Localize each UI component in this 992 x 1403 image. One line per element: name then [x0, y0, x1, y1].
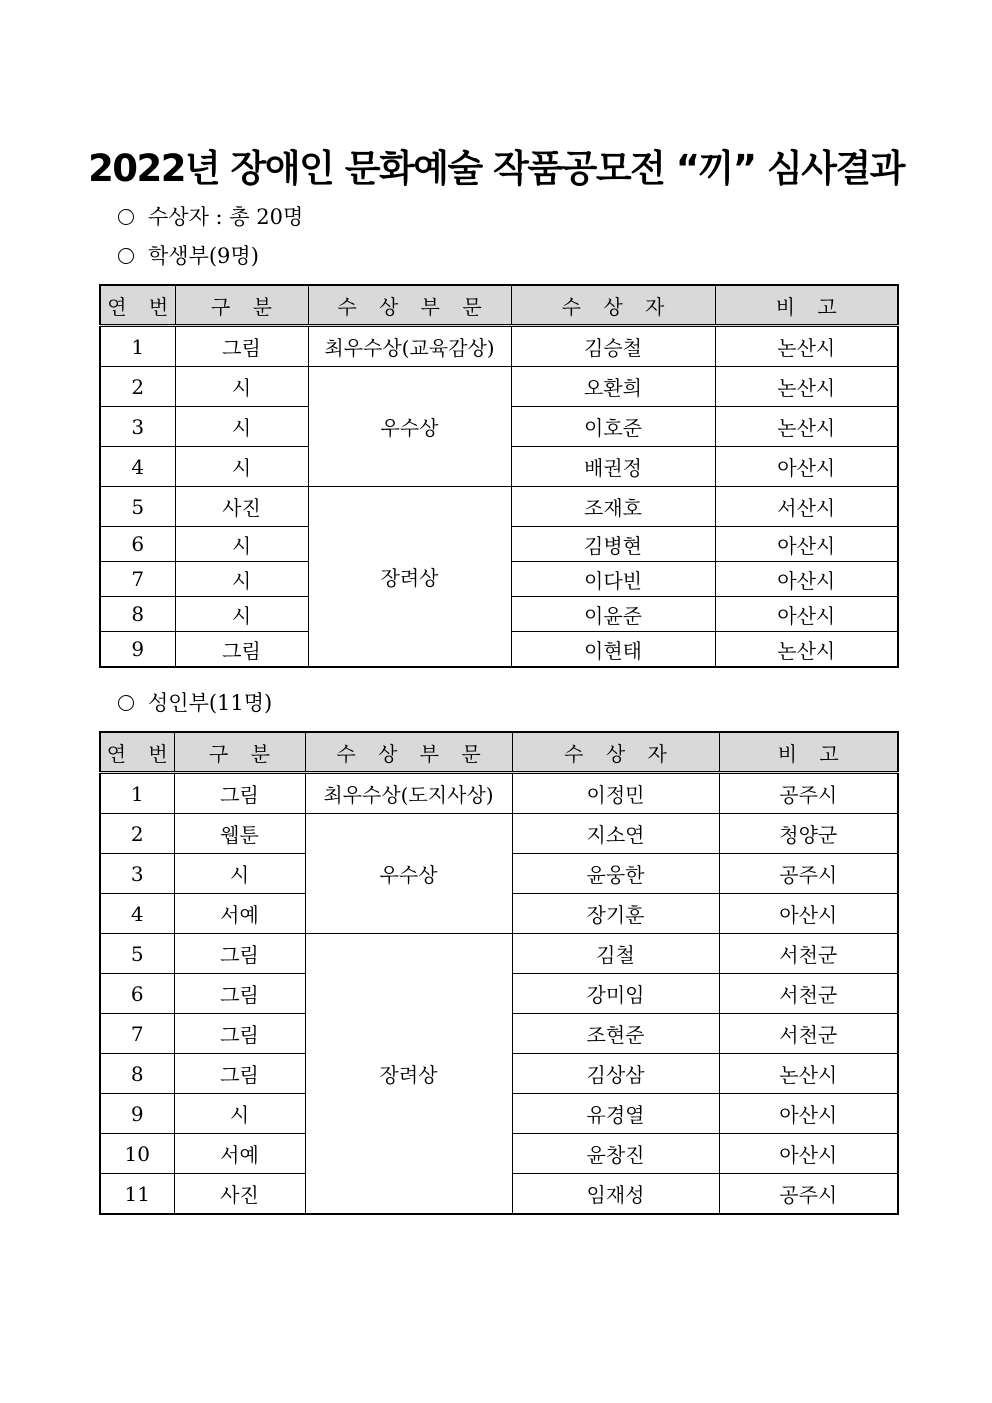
cell-no: 6: [100, 527, 175, 562]
cell-winner: 이정민: [512, 773, 719, 814]
cell-winner: 오환희: [511, 367, 715, 407]
cell-no: 3: [100, 407, 175, 447]
page-title: 2022년 장애인 문화예술 작품공모전 “끼” 심사결과: [88, 147, 904, 190]
cell-winner: 김철: [512, 934, 719, 974]
cell-winner: 조재호: [511, 487, 715, 527]
cell-note: 아산시: [715, 597, 898, 632]
cell-category: 사진: [174, 1174, 305, 1215]
cell-category: 서예: [174, 1134, 305, 1174]
cell-no: 9: [100, 1094, 174, 1134]
cell-category: 시: [175, 597, 308, 632]
header-category: 구 분: [174, 732, 305, 773]
cell-note: 논산시: [715, 632, 898, 668]
cell-winner: 장기훈: [512, 894, 719, 934]
cell-category: 시: [175, 527, 308, 562]
cell-winner: 김병현: [511, 527, 715, 562]
cell-no: 5: [100, 487, 175, 527]
cell-category: 그림: [175, 632, 308, 668]
cell-no: 1: [100, 773, 174, 814]
cell-no: 4: [100, 447, 175, 487]
cell-category: 시: [175, 367, 308, 407]
cell-note: 서산시: [715, 487, 898, 527]
cell-note: 서천군: [719, 1014, 898, 1054]
adult-section-heading: [118, 689, 272, 717]
cell-category: 시: [175, 407, 308, 447]
cell-winner: 조현준: [512, 1014, 719, 1054]
adult-section-label: 성인부(11명): [148, 691, 273, 715]
header-winner: 수 상 자: [512, 732, 719, 773]
header-note: 비 고: [719, 732, 898, 773]
cell-no: 5: [100, 934, 174, 974]
header-winner: 수 상 자: [511, 285, 715, 326]
cell-award: 최우수상(도지사상): [305, 773, 512, 814]
table-row: [100, 814, 898, 854]
cell-winner: 강미임: [512, 974, 719, 1014]
cell-winner: 윤웅한: [512, 854, 719, 894]
circle-bullet-icon: [118, 248, 134, 264]
cell-winner: 김승철: [511, 326, 715, 367]
cell-winner: 배권정: [511, 447, 715, 487]
table-header-row: [100, 732, 898, 773]
cell-award: 장려상: [305, 934, 512, 1215]
cell-winner: 임재성: [512, 1174, 719, 1215]
cell-no: 8: [100, 597, 175, 632]
cell-winner: 이현태: [511, 632, 715, 668]
table-row: [100, 773, 898, 814]
cell-note: 아산시: [719, 1094, 898, 1134]
cell-no: 6: [100, 974, 174, 1014]
cell-note: 공주시: [719, 1174, 898, 1215]
header-award: 수 상 부 문: [305, 732, 512, 773]
student-section-label: 학생부(9명): [148, 244, 259, 268]
cell-category: 시: [174, 1094, 305, 1134]
cell-note: 아산시: [719, 1134, 898, 1174]
cell-note: 청양군: [719, 814, 898, 854]
cell-note: 논산시: [715, 326, 898, 367]
cell-no: 7: [100, 1014, 174, 1054]
table-header-row: [100, 285, 898, 326]
header-note: 비 고: [715, 285, 898, 326]
student-section-heading: [118, 242, 259, 270]
cell-category: 그림: [174, 974, 305, 1014]
table-row: [100, 487, 898, 527]
cell-winner: 유경열: [512, 1094, 719, 1134]
cell-no: 7: [100, 562, 175, 597]
cell-note: 아산시: [715, 527, 898, 562]
cell-note: 서천군: [719, 974, 898, 1014]
cell-award: 우수상: [305, 814, 512, 934]
table-row: [100, 367, 898, 407]
cell-winner: 김상삼: [512, 1054, 719, 1094]
cell-no: 1: [100, 326, 175, 367]
cell-category: 웹툰: [174, 814, 305, 854]
table-row: [100, 934, 898, 974]
cell-category: 시: [175, 447, 308, 487]
cell-award: 우수상: [308, 367, 511, 487]
cell-note: 공주시: [719, 854, 898, 894]
cell-note: 아산시: [719, 894, 898, 934]
adult-results-table: [99, 731, 899, 1215]
cell-no: 2: [100, 814, 174, 854]
cell-note: 논산시: [715, 407, 898, 447]
header-no: 연 번: [100, 285, 175, 326]
cell-note: 서천군: [719, 934, 898, 974]
cell-category: 그림: [174, 934, 305, 974]
cell-no: 8: [100, 1054, 174, 1094]
circle-bullet-icon: [118, 209, 134, 225]
cell-winner: 지소연: [512, 814, 719, 854]
cell-no: 9: [100, 632, 175, 668]
cell-award: 장려상: [308, 487, 511, 668]
cell-note: 공주시: [719, 773, 898, 814]
cell-note: 아산시: [715, 562, 898, 597]
cell-no: 11: [100, 1174, 174, 1215]
cell-category: 사진: [175, 487, 308, 527]
cell-winner: 윤창진: [512, 1134, 719, 1174]
cell-winner: 이다빈: [511, 562, 715, 597]
cell-category: 그림: [174, 773, 305, 814]
cell-winner: 이호준: [511, 407, 715, 447]
cell-category: 그림: [175, 326, 308, 367]
cell-no: 2: [100, 367, 175, 407]
summary-line: [118, 203, 303, 231]
header-award: 수 상 부 문: [308, 285, 511, 326]
cell-category: 그림: [174, 1014, 305, 1054]
cell-category: 시: [175, 562, 308, 597]
header-no: 연 번: [100, 732, 174, 773]
cell-no: 3: [100, 854, 174, 894]
cell-no: 10: [100, 1134, 174, 1174]
cell-no: 4: [100, 894, 174, 934]
table-row: [100, 326, 898, 367]
cell-note: 논산시: [719, 1054, 898, 1094]
cell-winner: 이윤준: [511, 597, 715, 632]
cell-note: 논산시: [715, 367, 898, 407]
circle-bullet-icon: [118, 695, 134, 711]
cell-category: 서예: [174, 894, 305, 934]
summary-text: 수상자 : 총 20명: [148, 205, 304, 229]
header-category: 구 분: [175, 285, 308, 326]
cell-award: 최우수상(교육감상): [308, 326, 511, 367]
student-results-table: [99, 284, 899, 668]
cell-note: 아산시: [715, 447, 898, 487]
cell-category: 그림: [174, 1054, 305, 1094]
cell-category: 시: [174, 854, 305, 894]
